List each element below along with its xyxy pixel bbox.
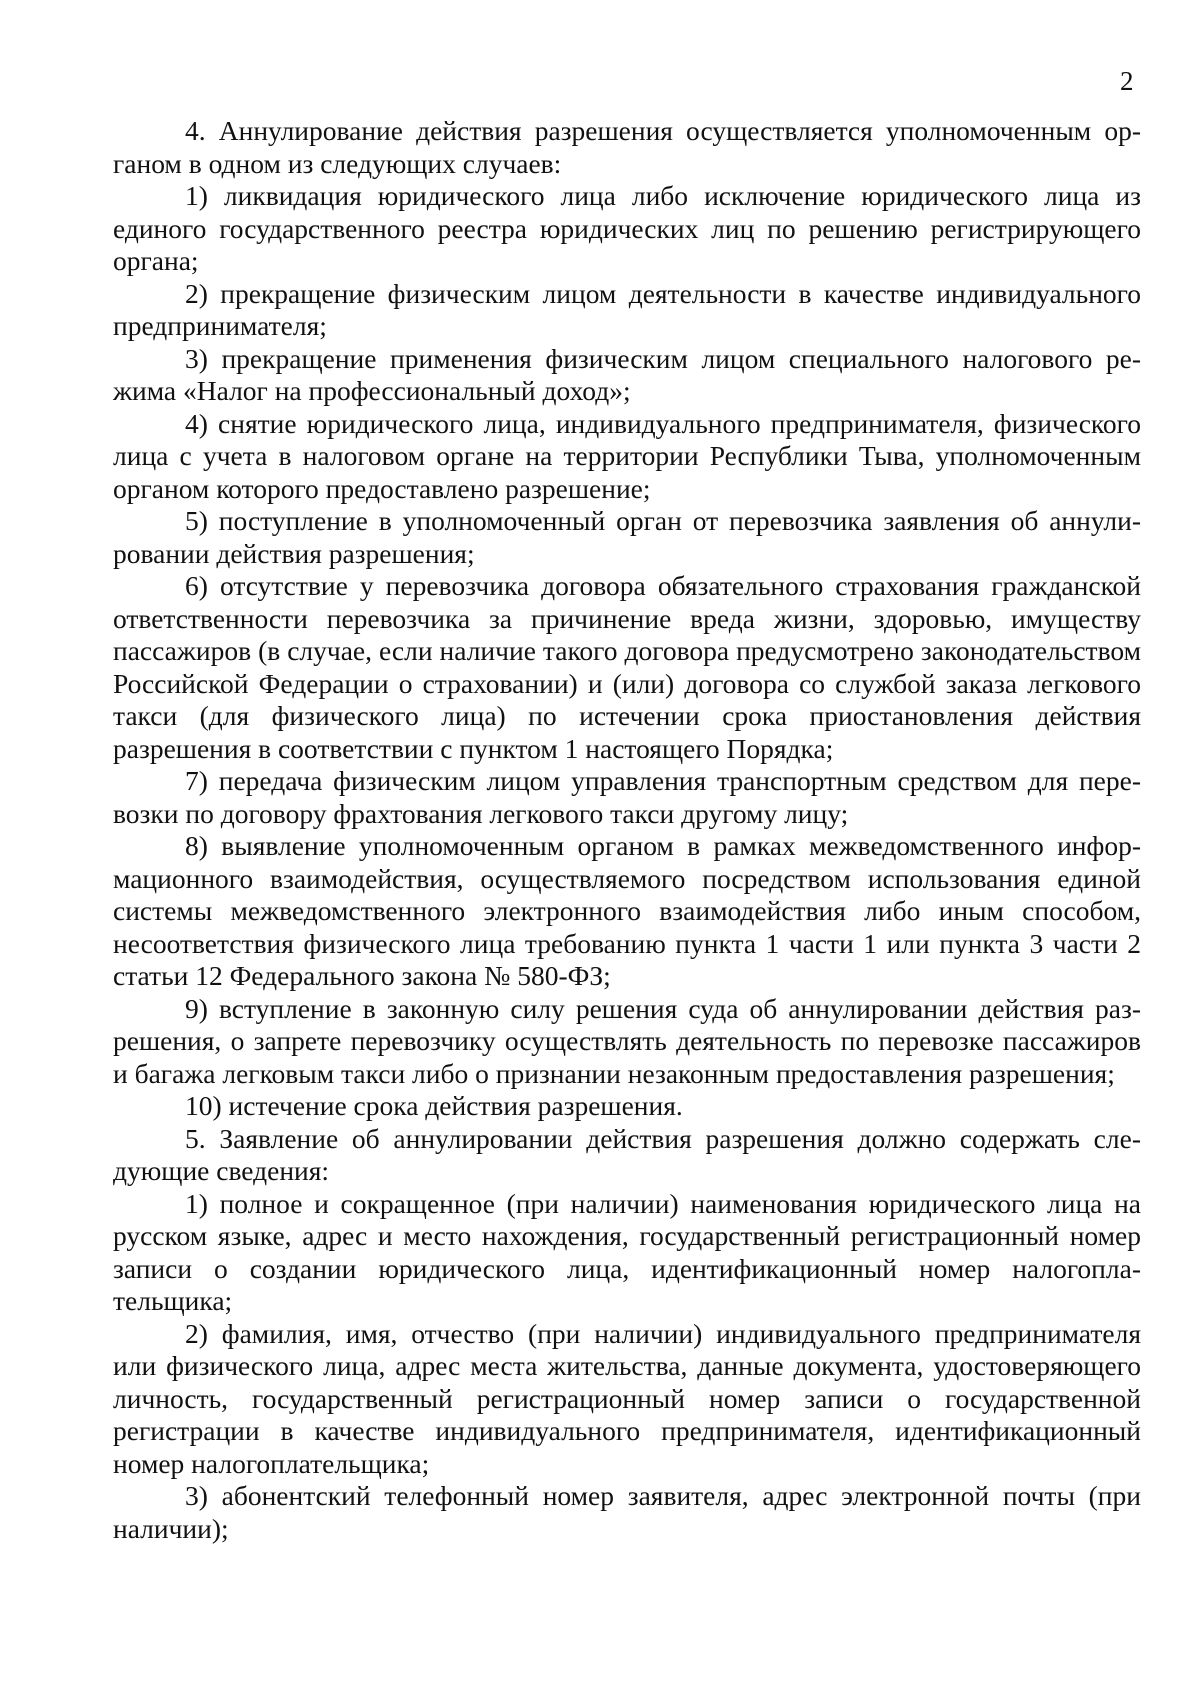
document-body [113, 115, 1141, 1545]
list-item: 1) ликвидация юридического лица либо исключение юридического лица из единого государственного реестра юридических лиц по решению регистрирующего органа; [113, 180, 1141, 276]
list-item: 1) полное и сокращенное (при наличии) наименования юридического лица на русском языке, адрес и место нахождения, государственный регистрационный номер записи о создании юридического лица, идентификационный номер налогоплательщика; [113, 1187, 1141, 1316]
list-item: 10) истечение срока действия разрешения. [185, 1090, 683, 1121]
list-item: 3) абонентский телефонный номер заявителя, адрес электронной почты (при наличии); [113, 1480, 1141, 1544]
list-item: 9) вступление в законную силу решения суда об аннулировании действия разрешения, о запрете перевозчику осуществлять деятельность по перевозке пассажиров и багажа легковым такси либо о признании незаконным предоставления разрешения; [113, 992, 1141, 1089]
list-item: 6) отсутствие у перевозчика договора обязательного страхования гражданской ответственности перевозчика за причинение вреда жизни, здоровью, имуществу пассажиров (в случае, если наличие такого договора предусмотрено законодательством Российской Федерации о страховании) и (или) договора со службой заказа легкового такси (для физического лица) по истечении срока приостановления действия разрешения в соответствии с пунктом 1 настоящего Порядка; [113, 570, 1141, 764]
list-item: 5) поступление в уполномоченный орган от перевозчика заявления об аннулировании действия разрешения; [113, 505, 1141, 569]
list-item: 3) прекращение применения физическим лицом специального налогового режима «Налог на профессиональный доход»; [113, 342, 1141, 406]
page-number: 2 [1120, 66, 1134, 96]
list-item: 4) снятие юридического лица, индивидуального предпринимателя, физического лица с учета в налоговом органе на территории Республики Тыва, уполномоченным органом которого предоставлено разрешение; [113, 407, 1141, 504]
list-item: 7) передача физическим лицом управления транспортным средством для перевозки по договору фрахтования легкового такси другому лицу; [113, 765, 1141, 829]
list-item: 2) фамилия, имя, отчество (при наличии) индивидуального предпринимателя или физического лица, адрес места жительства, данные документа, удостоверяющего личность, государственный регистрационный номер записи о государственной регистрации в качестве индивидуального предпринимателя, идентификационный номер налогоплательщика; [113, 1317, 1141, 1479]
section-4-heading: 4. Аннулирование действия разрешения осуществляется уполномоченным органом в одном из следующих случаев: [113, 115, 1141, 179]
section-5-heading: 5. Заявление об аннулировании действия разрешения должно содержать следующие сведения: [113, 1122, 1141, 1186]
list-item: 8) выявление уполномоченным органом в рамках межведомственного информационного взаимодействия, осуществляемого посредством использования единой системы межведомственного электронного взаимодействия либо иным способом, несоответствия физического лица требованию пункта 1 части 1 или пункта 3 части 2 статьи 12 Федерального закона № 580-ФЗ; [113, 830, 1141, 991]
list-item: 2) прекращение физическим лицом деятельности в качестве индивидуального предпринимателя; [113, 277, 1141, 341]
